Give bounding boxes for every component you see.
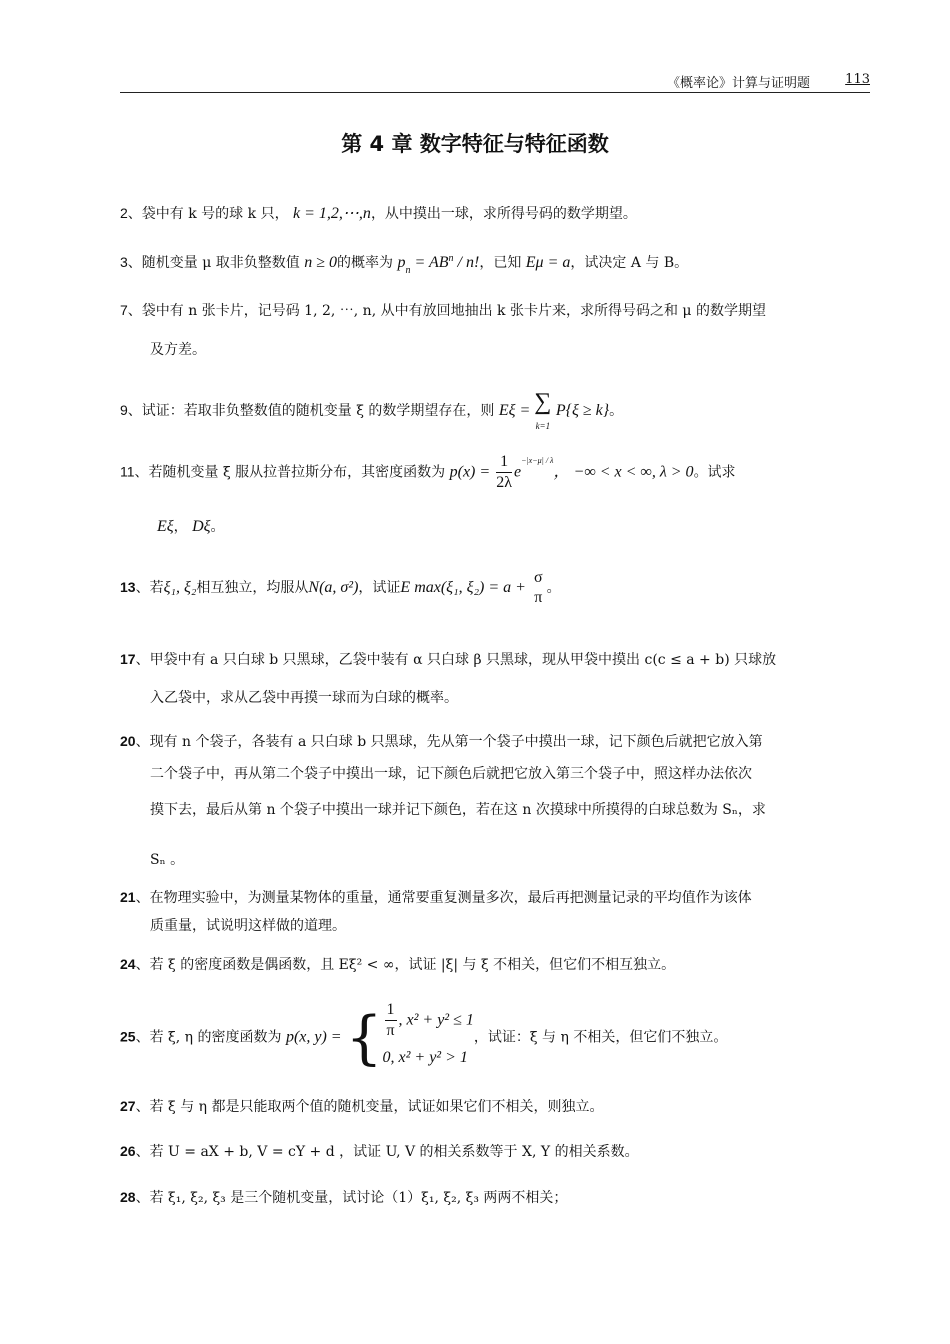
problem-20-cont-3: Sₙ 。 — [150, 852, 185, 868]
sum-operator: ∑ k=1 — [534, 389, 552, 431]
problem-20-cont-1: 二个袋子中，再从第二个袋子中摸出一球，记下颜色后就把它放入第三个袋子中，照这样办法依次 — [150, 766, 752, 782]
problem-17: 17、甲袋中有 a 只白球 b 只黑球，乙袋中装有 α 只白球 β 只黑球，现从甲袋中摸出 c(c ≤ a + b) 只球放 — [120, 651, 777, 668]
problem-21: 21、在物理实验中，为测量某物体的重量，通常要重复测量多次，最后再把测量记录的平均值作为该体 — [120, 889, 752, 906]
problem-17-cont: 入乙袋中，求从乙袋中再摸一球而为白球的概率。 — [150, 690, 458, 706]
problem-11-cont: Eξ， Dξ。 — [157, 518, 225, 535]
problem-9: 9、试证：若取非负整数值的随机变量 ξ 的数学期望存在，则 Eξ = ∑ k=1 P{ξ ≥ k}。 — [120, 389, 624, 431]
problem-28: 28、若 ξ₁, ξ₂, ξ₃ 是三个随机变量，试讨论（1）ξ₁, ξ₂, ξ₃ 两两不相关； — [120, 1189, 568, 1206]
problem-24: 24、若 ξ 的密度函数是偶函数，且 Eξ² < ∞，试证 |ξ| 与 ξ 不相关，但它们不相互独立。 — [120, 956, 676, 973]
problem-25: 25、若 ξ, η 的密度函数为 p(x, y) = { $\frac{1}{\pi}$ , x² + y² ≤ 1 0, x² + y² > 1 ，试证：ξ 与 η 不相关，但它们不独立。 — [120, 1000, 875, 1075]
problem-7-cont: 及方差。 — [150, 342, 206, 358]
page-number: 113 — [845, 72, 870, 87]
fraction: σ π — [533, 569, 543, 606]
problem-7: 7、袋中有 n 张卡片，记号码 1, 2, ⋯, n, 从中有放回地抽出 k 张卡片来，求所得号码之和 μ 的数学期望 — [120, 302, 766, 319]
left-brace: { — [345, 1003, 383, 1072]
fraction: $\frac{1}{2\lambda}$ — [496, 453, 512, 491]
page-header — [120, 70, 870, 93]
problem-2: 2、袋中有 k 号的球 k 只， k = 1,2,⋯,n，从中摸出一球，求所得号码的数学期望。 — [120, 205, 637, 222]
chapter-title: 第 4 章 数字特征与特征函数 — [341, 132, 609, 156]
problem-20-cont-2: 摸下去，最后从第 n 个袋子中摸出一球并记下颜色，若在这 n 次摸球中所摸得的白球总数为 Sₙ，求 — [150, 802, 766, 818]
header-title: 《概率论》计算与证明题 — [666, 76, 810, 91]
problem-3: 3、随机变量 μ 取非负整数值 n ≥ 0的概率为 $p_n = AB^n / n$!，已知 Eμ = a，试决定 A 与 B。 — [120, 253, 689, 276]
problem-26: 26、若 U = aX + b, V = cY + d ，试证 U, V 的相关系数等于 X, Y 的相关系数。 — [120, 1143, 639, 1160]
problem-13: 13、若ξ₁, ξ₂相互独立，均服从N(a, σ²)，试证E max(ξ₁, ξ₂) = a + σ π 。 — [120, 569, 561, 606]
problem-11: 11、若随机变量 ξ 服从拉普拉斯分布，其密度函数为 p(x) = $\frac{1}{2\lambda}$ $e^{-|x-\mu| / \lambda}$， −∞ < x < ∞, λ > 0。试求 — [120, 453, 736, 491]
piecewise-cases: $\frac{1}{\pi}$ , x² + y² ≤ 1 0, x² + y² > 1 — [382, 1001, 474, 1066]
problem-21-cont: 质重量，试说明这样做的道理。 — [150, 918, 346, 934]
problem-27: 27、若 ξ 与 η 都是只能取两个值的随机变量，试证如果它们不相关，则独立。 — [120, 1098, 604, 1115]
problem-20: 20、现有 n 个袋子，各装有 a 只白球 b 只黑球，先从第一个袋子中摸出一球，记下颜色后就把它放入第 — [120, 733, 763, 750]
